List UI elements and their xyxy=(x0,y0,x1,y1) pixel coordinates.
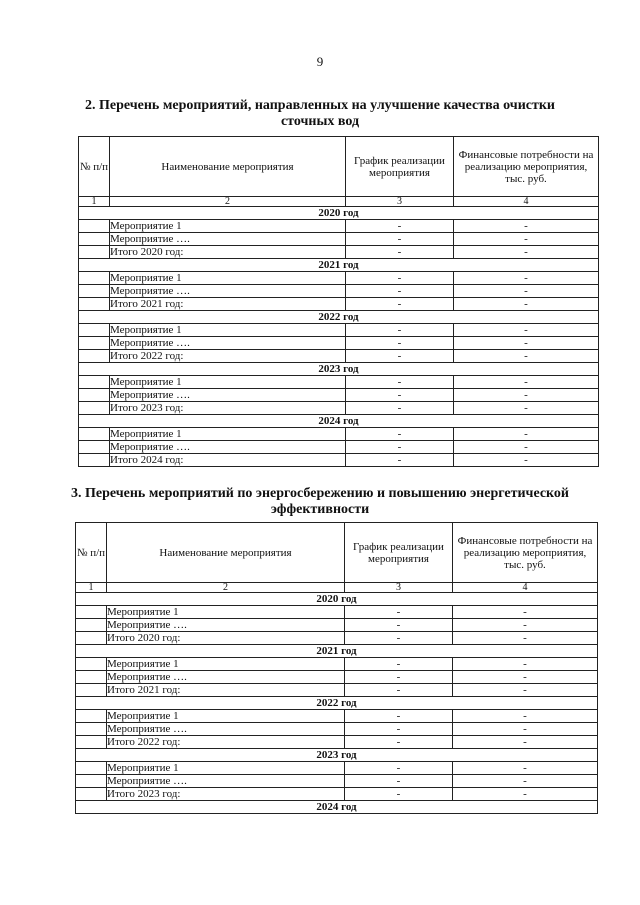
header-num: № п/п xyxy=(79,137,110,197)
schedule-cell: - xyxy=(345,658,453,671)
schedule-cell: - xyxy=(346,402,454,415)
finance-cell: - xyxy=(454,233,599,246)
table-row xyxy=(76,775,598,788)
schedule-cell: - xyxy=(345,671,453,684)
total-row xyxy=(76,736,598,749)
section-3-table xyxy=(75,522,598,814)
event-name: Мероприятие …. xyxy=(107,775,345,788)
total-label: Итого 2021 год: xyxy=(110,298,346,311)
total-label: Итого 2023 год: xyxy=(110,402,346,415)
finance-cell: - xyxy=(454,454,599,467)
finance-cell: - xyxy=(453,632,598,645)
table-row xyxy=(79,233,599,246)
num-cell xyxy=(76,632,107,645)
num-cell xyxy=(76,671,107,684)
event-name: Мероприятие …. xyxy=(110,389,346,402)
schedule-cell: - xyxy=(345,684,453,697)
schedule-cell: - xyxy=(345,710,453,723)
table-row xyxy=(79,324,599,337)
schedule-cell: - xyxy=(345,723,453,736)
header-name: Наименование мероприятия xyxy=(110,137,346,197)
finance-cell: - xyxy=(453,684,598,697)
schedule-cell: - xyxy=(346,285,454,298)
event-name: Мероприятие 1 xyxy=(110,428,346,441)
event-name: Мероприятие 1 xyxy=(107,762,345,775)
num-cell xyxy=(79,285,110,298)
num-cell xyxy=(76,788,107,801)
num-cell xyxy=(79,233,110,246)
finance-cell: - xyxy=(454,428,599,441)
year-label: 2021 год xyxy=(79,259,599,272)
finance-cell: - xyxy=(454,324,599,337)
num-cell xyxy=(79,272,110,285)
header-schedule: График реализации мероприятия xyxy=(345,523,453,583)
schedule-cell: - xyxy=(345,788,453,801)
schedule-cell: - xyxy=(346,324,454,337)
section-2-body xyxy=(79,207,599,467)
schedule-cell: - xyxy=(346,350,454,363)
year-row xyxy=(76,593,598,606)
header-row xyxy=(79,137,599,197)
column-number: 1 xyxy=(76,583,107,593)
schedule-cell: - xyxy=(345,736,453,749)
total-row xyxy=(76,684,598,697)
year-label: 2022 год xyxy=(79,311,599,324)
year-label: 2022 год xyxy=(76,697,598,710)
event-name: Мероприятие …. xyxy=(110,337,346,350)
table-row xyxy=(76,619,598,632)
event-name: Мероприятие …. xyxy=(110,285,346,298)
total-row xyxy=(79,402,599,415)
total-row xyxy=(79,246,599,259)
schedule-cell: - xyxy=(346,454,454,467)
column-number: 4 xyxy=(453,583,598,593)
table-row xyxy=(79,285,599,298)
finance-cell: - xyxy=(454,337,599,350)
table-row xyxy=(76,671,598,684)
event-name: Мероприятие 1 xyxy=(107,710,345,723)
num-cell xyxy=(79,324,110,337)
total-label: Итого 2024 год: xyxy=(110,454,346,467)
finance-cell: - xyxy=(453,762,598,775)
finance-cell: - xyxy=(454,246,599,259)
finance-cell: - xyxy=(453,606,598,619)
table-row xyxy=(79,428,599,441)
table-row xyxy=(79,389,599,402)
total-row xyxy=(76,632,598,645)
header-finance: Финансовые потребности на реализацию мероприятия, тыс. руб. xyxy=(454,137,599,197)
schedule-cell: - xyxy=(345,619,453,632)
num-cell xyxy=(76,606,107,619)
event-name: Мероприятие …. xyxy=(107,671,345,684)
finance-cell: - xyxy=(454,402,599,415)
total-row xyxy=(79,350,599,363)
page-number: 9 xyxy=(316,54,324,69)
total-row xyxy=(76,788,598,801)
finance-cell: - xyxy=(454,220,599,233)
num-cell xyxy=(76,710,107,723)
schedule-cell: - xyxy=(346,389,454,402)
event-name: Мероприятие 1 xyxy=(107,606,345,619)
finance-cell: - xyxy=(453,671,598,684)
year-row xyxy=(79,311,599,324)
year-label: 2024 год xyxy=(76,801,598,814)
table-row xyxy=(76,710,598,723)
num-cell xyxy=(79,246,110,259)
num-cell xyxy=(79,337,110,350)
num-cell xyxy=(79,441,110,454)
header-num: № п/п xyxy=(76,523,107,583)
num-cell xyxy=(79,454,110,467)
table-row xyxy=(76,658,598,671)
year-label: 2023 год xyxy=(76,749,598,762)
finance-cell: - xyxy=(453,736,598,749)
finance-cell: - xyxy=(453,723,598,736)
event-name: Мероприятие 1 xyxy=(107,658,345,671)
num-cell xyxy=(76,684,107,697)
year-row xyxy=(79,259,599,272)
year-row xyxy=(76,697,598,710)
year-row xyxy=(79,415,599,428)
finance-cell: - xyxy=(454,376,599,389)
year-row xyxy=(76,801,598,814)
num-cell xyxy=(76,619,107,632)
year-label: 2020 год xyxy=(76,593,598,606)
schedule-cell: - xyxy=(346,246,454,259)
table-row xyxy=(79,337,599,350)
finance-cell: - xyxy=(454,350,599,363)
total-row xyxy=(79,454,599,467)
schedule-cell: - xyxy=(345,775,453,788)
event-name: Мероприятие …. xyxy=(107,723,345,736)
schedule-cell: - xyxy=(346,441,454,454)
finance-cell: - xyxy=(453,775,598,788)
table-row xyxy=(79,220,599,233)
event-name: Мероприятие 1 xyxy=(110,220,346,233)
column-number: 1 xyxy=(79,197,110,207)
num-cell xyxy=(79,350,110,363)
event-name: Мероприятие 1 xyxy=(110,324,346,337)
year-row xyxy=(79,207,599,220)
year-row xyxy=(76,749,598,762)
event-name: Мероприятие …. xyxy=(110,233,346,246)
total-label: Итого 2021 год: xyxy=(107,684,345,697)
num-cell xyxy=(76,775,107,788)
event-name: Мероприятие 1 xyxy=(110,272,346,285)
year-label: 2020 год xyxy=(79,207,599,220)
year-label: 2021 год xyxy=(76,645,598,658)
column-number: 2 xyxy=(107,583,345,593)
year-row xyxy=(79,363,599,376)
table-row xyxy=(76,762,598,775)
section-3-body xyxy=(76,593,598,814)
total-label: Итого 2022 год: xyxy=(110,350,346,363)
section-2-title: 2. Перечень мероприятий, направленных на улучшение качества очистки сточных вод xyxy=(84,98,555,129)
table-row xyxy=(76,606,598,619)
finance-cell: - xyxy=(454,272,599,285)
num-cell xyxy=(76,762,107,775)
num-cell xyxy=(76,736,107,749)
year-row xyxy=(76,645,598,658)
total-label: Итого 2020 год: xyxy=(107,632,345,645)
schedule-cell: - xyxy=(346,272,454,285)
section-2-table xyxy=(78,136,599,467)
table-row xyxy=(79,272,599,285)
table-row xyxy=(79,441,599,454)
num-cell xyxy=(79,376,110,389)
total-row xyxy=(79,298,599,311)
finance-cell: - xyxy=(453,619,598,632)
header-schedule: График реализации мероприятия xyxy=(346,137,454,197)
schedule-cell: - xyxy=(346,428,454,441)
column-number: 3 xyxy=(345,583,453,593)
year-label: 2023 год xyxy=(79,363,599,376)
total-label: Итого 2022 год: xyxy=(107,736,345,749)
num-cell xyxy=(76,658,107,671)
finance-cell: - xyxy=(454,285,599,298)
schedule-cell: - xyxy=(346,220,454,233)
column-number-row xyxy=(79,197,599,207)
column-number: 3 xyxy=(346,197,454,207)
num-cell xyxy=(79,402,110,415)
schedule-cell: - xyxy=(346,337,454,350)
header-row xyxy=(76,523,598,583)
column-number: 4 xyxy=(454,197,599,207)
event-name: Мероприятие …. xyxy=(107,619,345,632)
table-row xyxy=(79,376,599,389)
finance-cell: - xyxy=(453,788,598,801)
num-cell xyxy=(79,428,110,441)
schedule-cell: - xyxy=(346,298,454,311)
num-cell xyxy=(79,389,110,402)
num-cell xyxy=(79,220,110,233)
schedule-cell: - xyxy=(345,606,453,619)
column-number: 2 xyxy=(110,197,346,207)
finance-cell: - xyxy=(454,298,599,311)
schedule-cell: - xyxy=(346,233,454,246)
finance-cell: - xyxy=(454,389,599,402)
column-number-row xyxy=(76,583,598,593)
header-name: Наименование мероприятия xyxy=(107,523,345,583)
section-3-title: 3. Перечень мероприятий по энергосбережению и повышению энергетической эффективности xyxy=(70,486,570,517)
event-name: Мероприятие …. xyxy=(110,441,346,454)
num-cell xyxy=(79,298,110,311)
schedule-cell: - xyxy=(346,376,454,389)
finance-cell: - xyxy=(453,710,598,723)
schedule-cell: - xyxy=(345,632,453,645)
schedule-cell: - xyxy=(345,762,453,775)
total-label: Итого 2020 год: xyxy=(110,246,346,259)
finance-cell: - xyxy=(453,658,598,671)
num-cell xyxy=(76,723,107,736)
header-finance: Финансовые потребности на реализацию мероприятия, тыс. руб. xyxy=(453,523,598,583)
event-name: Мероприятие 1 xyxy=(110,376,346,389)
table-row xyxy=(76,723,598,736)
total-label: Итого 2023 год: xyxy=(107,788,345,801)
finance-cell: - xyxy=(454,441,599,454)
year-label: 2024 год xyxy=(79,415,599,428)
